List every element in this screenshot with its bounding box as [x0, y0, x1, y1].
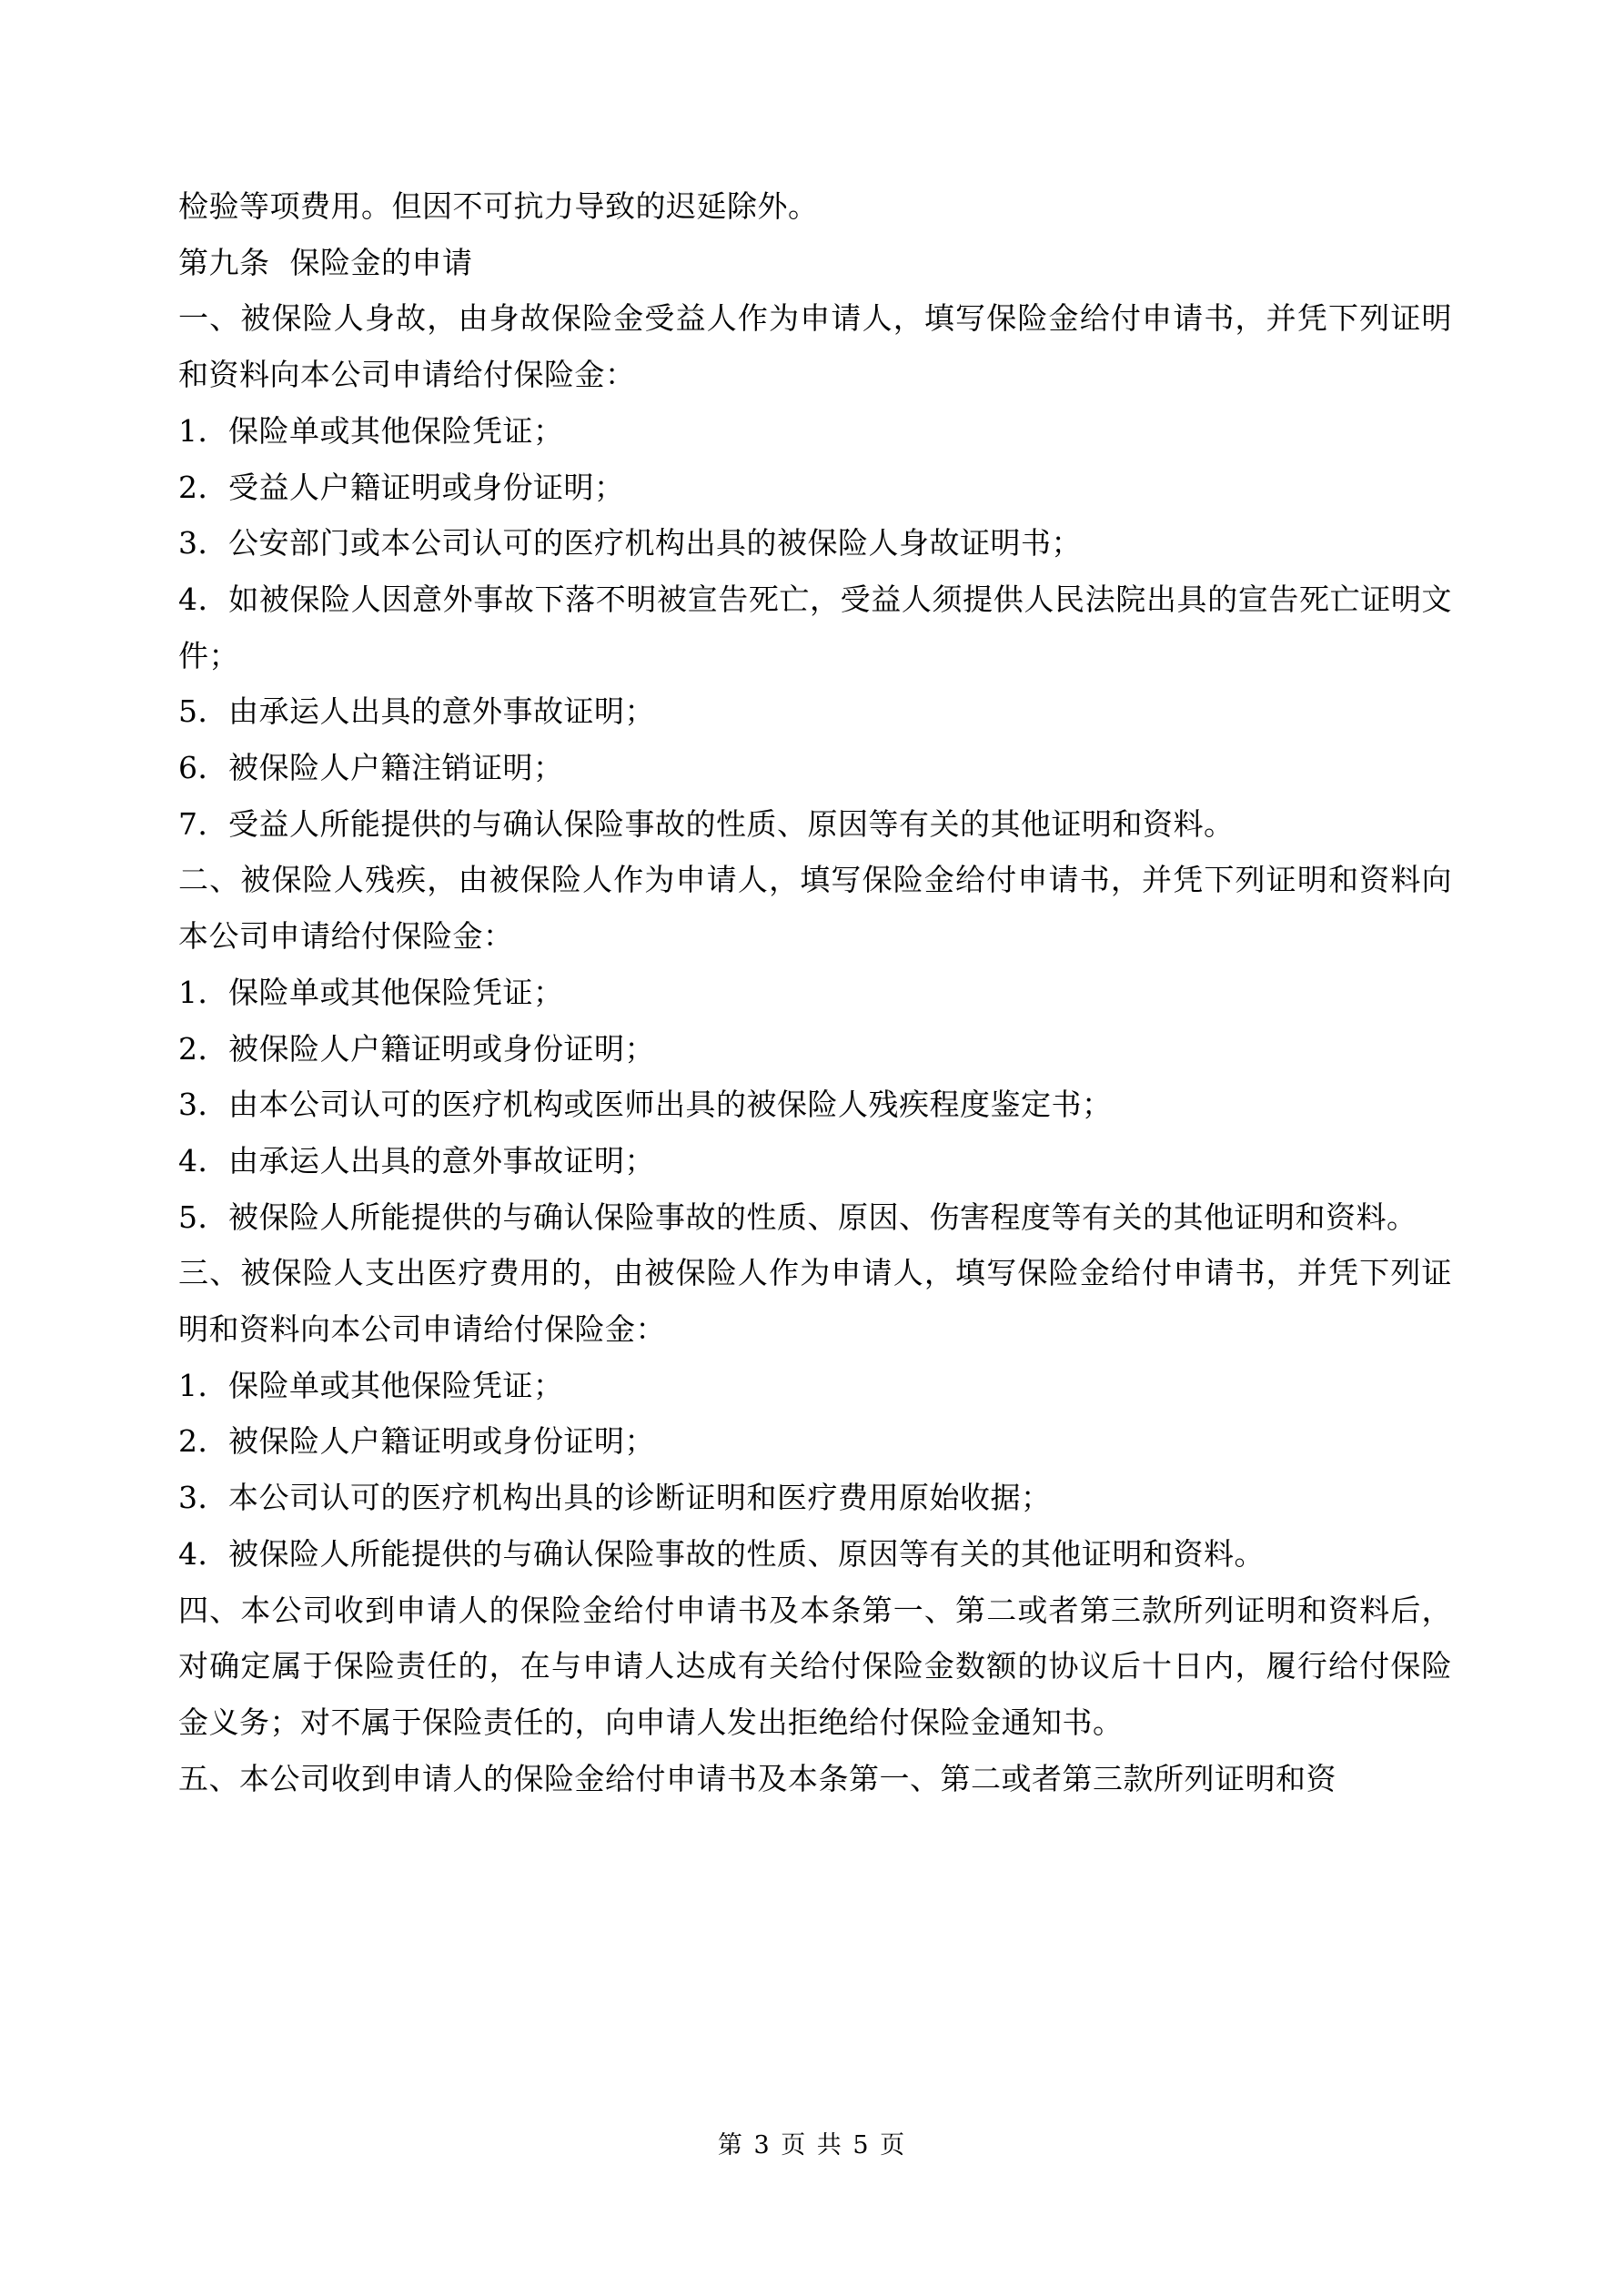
paragraph: 6．被保险人户籍注销证明； [178, 750, 564, 786]
paragraph: 4．由承运人出具的意外事故证明； [178, 1142, 655, 1178]
paragraph: 第九条 保险金的申请 [178, 244, 473, 280]
paragraph: 3．本公司认可的医疗机构出具的诊断证明和医疗费用原始收据； [178, 1480, 1052, 1516]
paragraph: 一、被保险人身故，由身故保险金受益人作为申请人，填写保险金给付申请书，并凭下列证明和资料向本公司申请给付保险金： [178, 300, 1452, 393]
paragraph: 1．保险单或其他保险凭证； [178, 974, 564, 1010]
paragraph: 1．保险单或其他保险凭证； [178, 412, 564, 449]
paragraph: 五、本公司收到申请人的保险金给付申请书及本条第一、第二或者第三款所列证明和资 [178, 1760, 1337, 1796]
paragraph: 二、被保险人残疾，由被保险人作为申请人，填写保险金给付申请书，并凭下列证明和资料向本公司申请给付保险金： [178, 862, 1452, 955]
paragraph: 2．受益人户籍证明或身份证明； [178, 469, 625, 505]
paragraph: 3．由本公司认可的医疗机构或医师出具的被保险人残疾程度鉴定书； [178, 1087, 1113, 1123]
paragraph: 5．由承运人出具的意外事故证明； [178, 693, 655, 730]
paragraph: 1．保险单或其他保险凭证； [178, 1367, 564, 1403]
paragraph: 四、本公司收到申请人的保险金给付申请书及本条第一、第二或者第三款所列证明和资料后，对确定属于保险责任的，在与申请人达成有关给付保险金数额的协议后十日内，履行给付保险金义务；对不属于保险责任的，向申请人发出拒绝给付保险金通知书。 [178, 1592, 1452, 1740]
document-body [178, 178, 1452, 1806]
paragraph: 7．受益人所能提供的与确认保险事故的性质、原因等有关的其他证明和资料。 [178, 805, 1235, 842]
paragraph: 2．被保险人户籍证明或身份证明； [178, 1030, 655, 1067]
paragraph: 4．如被保险人因意外事故下落不明被宣告死亡，受益人须提供人民法院出具的宣告死亡证明文件； [178, 581, 1452, 673]
paragraph: 检验等项费用。但因不可抗力导致的迟延除外。 [178, 188, 819, 224]
paragraph: 三、被保险人支出医疗费用的，由被保险人作为申请人，填写保险金给付申请书，并凭下列证明和资料向本公司申请给付保险金： [178, 1255, 1452, 1348]
page-footer: 第 3 页 共 5 页 [717, 2131, 907, 2159]
paragraph: 4．被保险人所能提供的与确认保险事故的性质、原因等有关的其他证明和资料。 [178, 1535, 1265, 1572]
paragraph: 3．公安部门或本公司认可的医疗机构出具的被保险人身故证明书； [178, 525, 1082, 561]
paragraph: 2．被保险人户籍证明或身份证明； [178, 1423, 655, 1460]
paragraph: 5．被保险人所能提供的与确认保险事故的性质、原因、伤害程度等有关的其他证明和资料。 [178, 1199, 1417, 1235]
